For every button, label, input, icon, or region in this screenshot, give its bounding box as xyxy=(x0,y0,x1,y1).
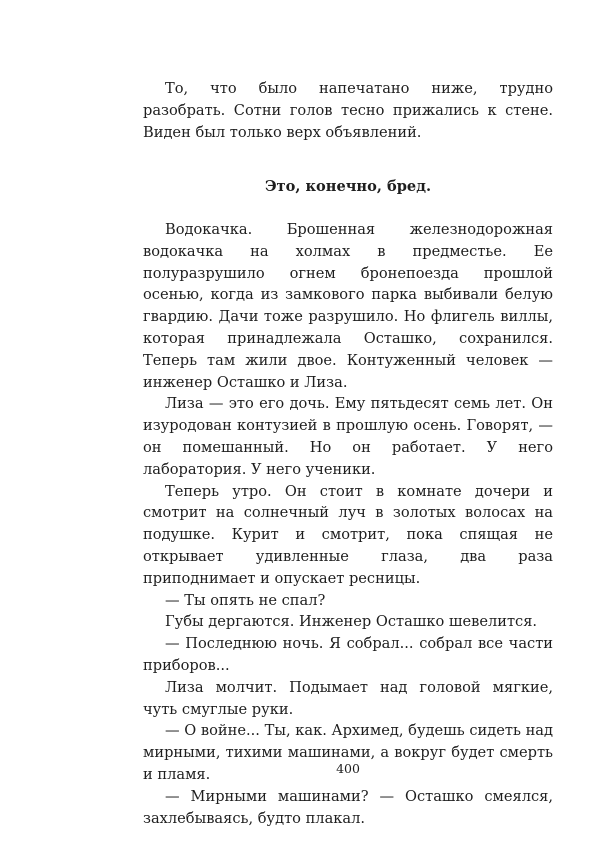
page-number: 400 xyxy=(336,761,360,776)
paragraph: Губы дергаются. Инженер Осташко шевелится. xyxy=(165,613,538,631)
main-text-block xyxy=(143,219,553,829)
paragraph: Водокачка. Брошенная железнодорожная водокачка на холмах в предместье. Ее полуразрушило огнем бронепоезда прошлой осенью, когда из замкового парка выбивали белую гвардию. Дачи тоже разрушило. Но флигель виллы, которая принадлежала Осташко, сохранился. Теперь там жили двое. Контуженный человек — инженер Осташко и Лиза. xyxy=(143,221,553,391)
paragraph: Теперь утро. Он стоит в комнате дочери и смотрит на солнечный луч в золотых волосах на подушке. Курит и смотрит, пока спящая не открывает удивленные глаза, два раза приподнимает и опускает ресницы. xyxy=(143,482,553,587)
section-heading: Это, конечно, бред. xyxy=(264,178,432,195)
paragraph: — О войне... Ты, как. Архимед, будешь сидеть над мирными, тихими машинами, а вокруг будет смерть и пламя. xyxy=(143,722,553,783)
paragraph: — Мирными машинами? — Осташко смеялся, захлебываясь, будто плакал. xyxy=(143,787,553,827)
paragraph: — Последнюю ночь. Я собрал... собрал все части приборов... xyxy=(143,635,553,674)
paragraph: Лиза — это его дочь. Ему пятьдесят семь лет. Он изуродован контузией в прошлую осень. Говорят, — он помешанный. Но он работает. У него лаборатория. У него ученики. xyxy=(143,395,553,478)
paragraph: Лиза молчит. Подымает над головой мягкие, чуть смуглые руки. xyxy=(143,678,553,718)
paragraph: — Ты опять не спал? xyxy=(165,591,326,609)
intro-text-block xyxy=(143,78,553,143)
intro-paragraph: То, что было напечатано ниже, трудно разобрать. Сотни голов тесно прижались к стене. Виден был только верх объявлений. xyxy=(143,80,553,141)
